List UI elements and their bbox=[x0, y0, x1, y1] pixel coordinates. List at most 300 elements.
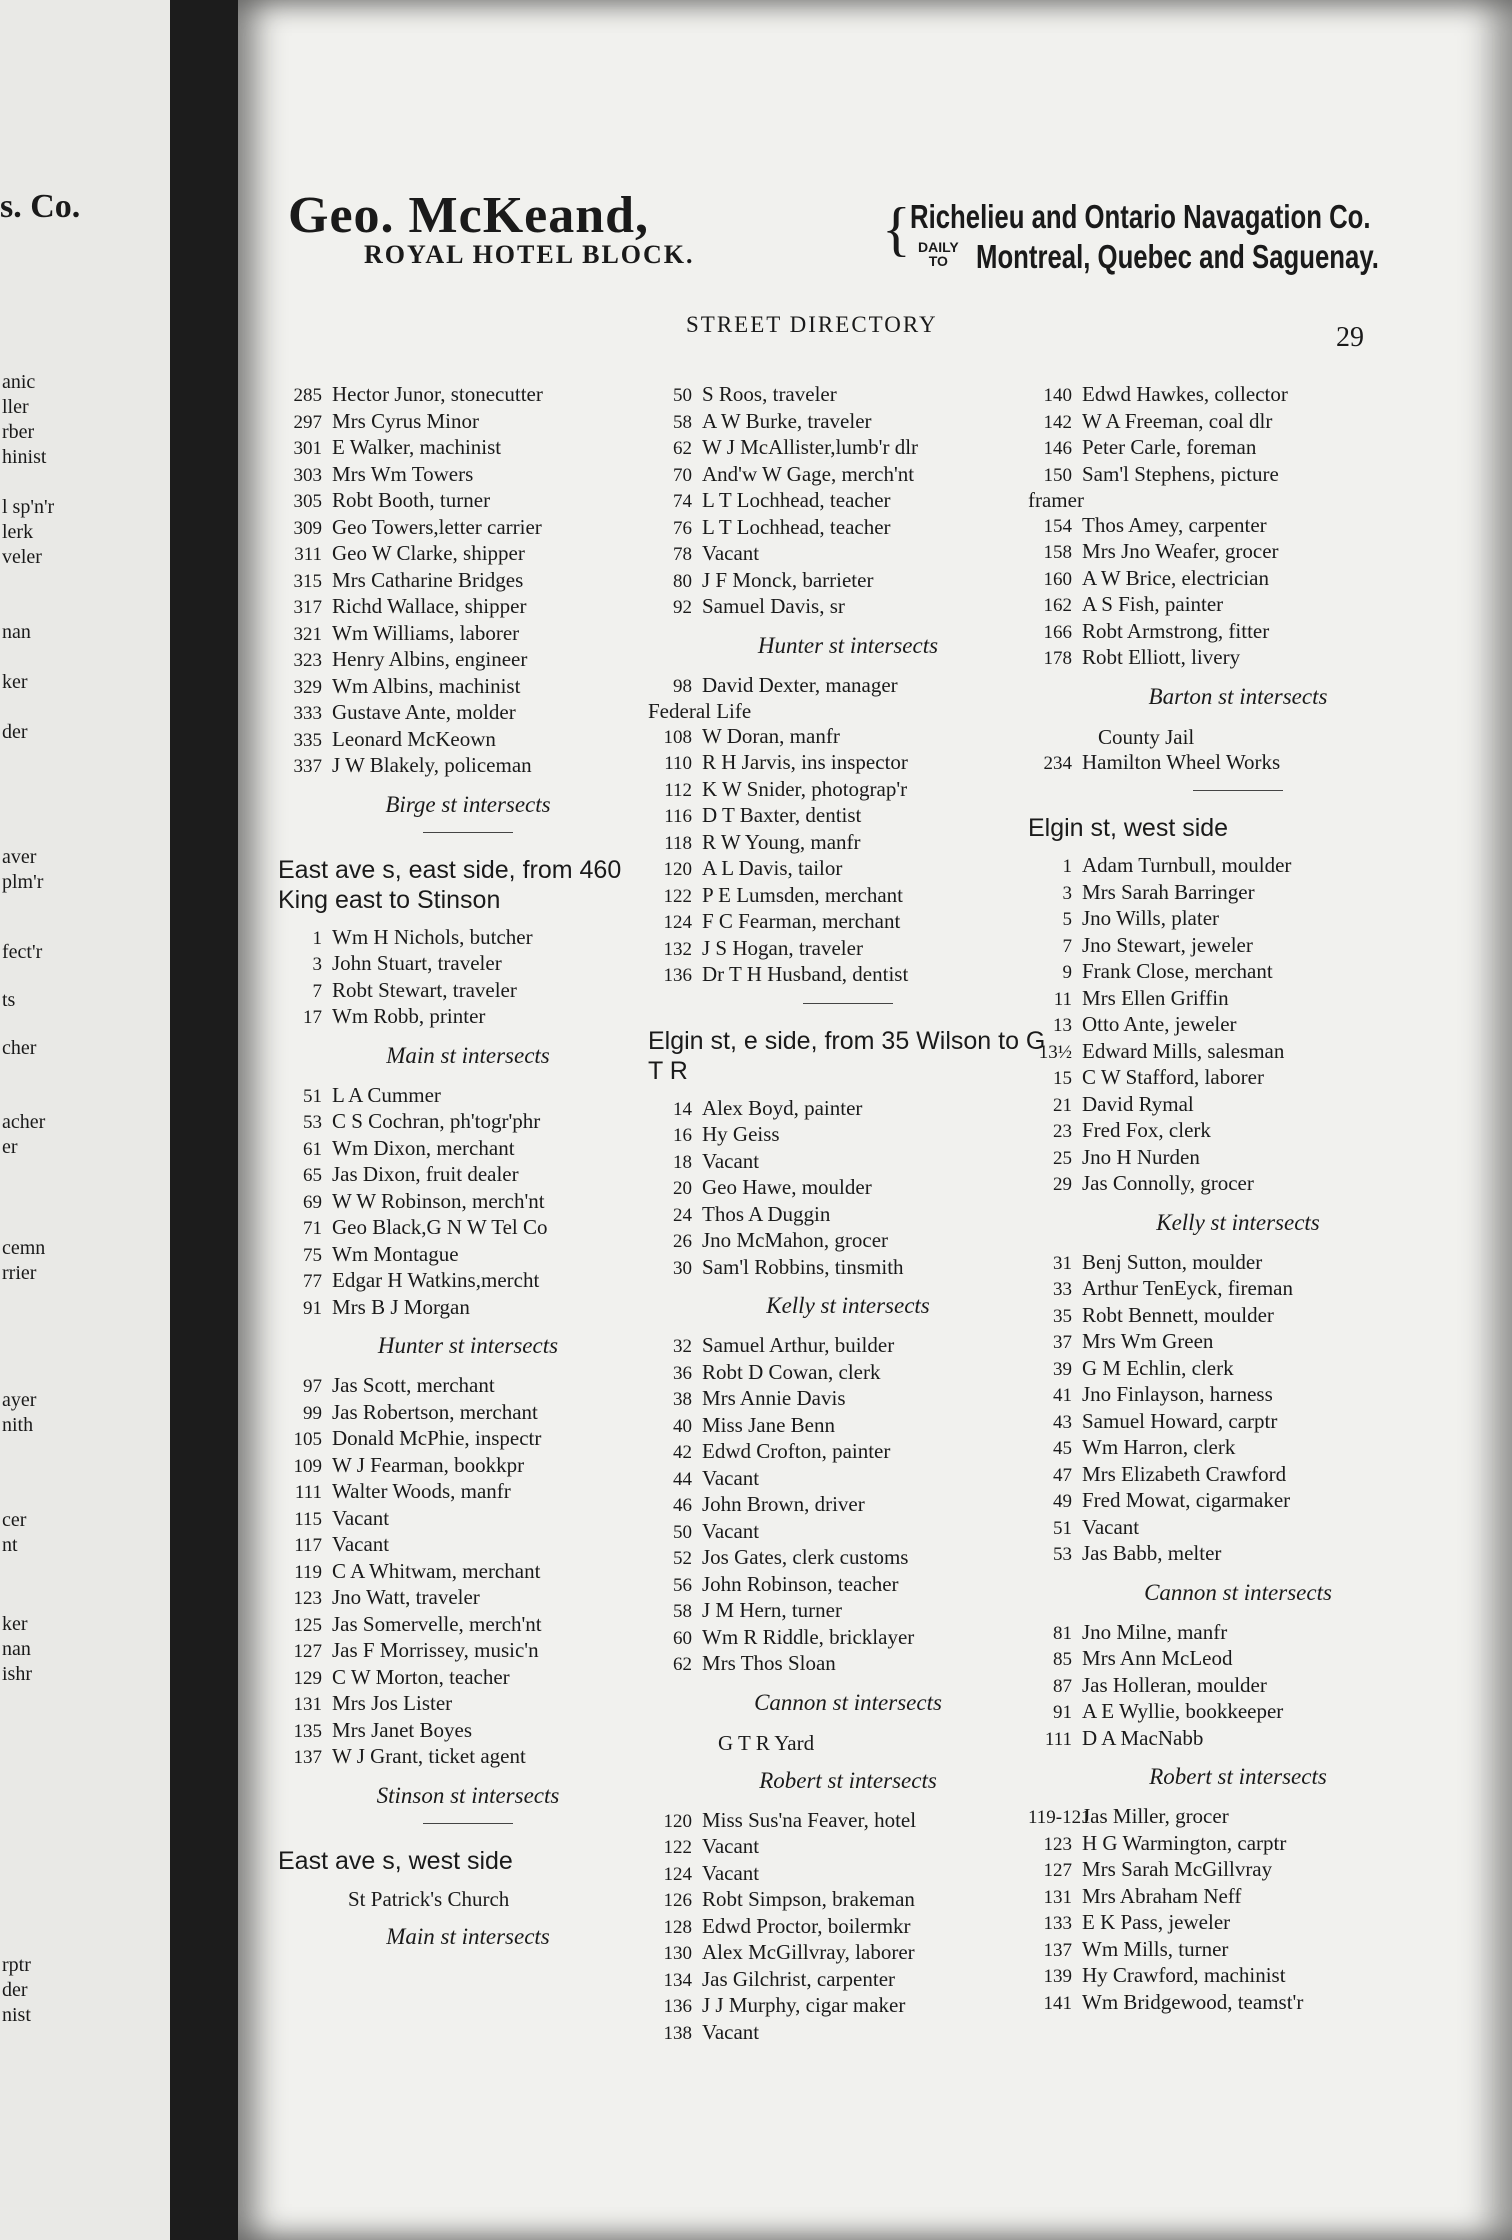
resident-name: W J Grant, ticket agent bbox=[332, 1744, 526, 1768]
house-number: 62 bbox=[673, 438, 692, 459]
directory-entry bbox=[278, 1691, 658, 1718]
house-number: 297 bbox=[293, 411, 322, 433]
house-number: 129 bbox=[293, 1667, 322, 1689]
resident-name: W J Fearman, bookkpr bbox=[332, 1452, 525, 1477]
house-number: 112 bbox=[664, 779, 692, 801]
directory-entry bbox=[278, 1136, 658, 1163]
resident-name: Alex Boyd, painter bbox=[702, 1095, 863, 1120]
resident-name: Alex McGillvray, laborer bbox=[702, 1940, 915, 1964]
resident-name: Fred Fox, clerk bbox=[1082, 1118, 1211, 1142]
resident-name: Hamilton Wheel Works bbox=[1082, 749, 1281, 774]
directory-entry bbox=[648, 777, 1048, 804]
house-number: 333 bbox=[293, 703, 322, 724]
resident-name: Mrs Janet Boyes bbox=[332, 1717, 472, 1742]
directory-entry bbox=[278, 1479, 658, 1506]
resident-name: Arthur TenEyck, fireman bbox=[1082, 1276, 1293, 1300]
resident-name: D T Baxter, dentist bbox=[702, 803, 862, 827]
directory-entry bbox=[278, 1189, 658, 1216]
house-number: 317 bbox=[293, 597, 322, 618]
cross-street-intersects: Hunter st intersects bbox=[377, 1333, 559, 1358]
resident-name: G M Echlin, clerk bbox=[1082, 1355, 1234, 1380]
house-number: 52 bbox=[673, 1548, 692, 1569]
directory-entry bbox=[1028, 1620, 1448, 1647]
resident-name: Vacant bbox=[702, 541, 760, 565]
house-number: 5 bbox=[1062, 909, 1072, 930]
resident-name: J F Monck, barrieter bbox=[702, 567, 874, 592]
directory-entry bbox=[648, 1413, 1048, 1440]
directory-entry bbox=[1028, 750, 1448, 777]
house-number: 49 bbox=[1053, 1491, 1072, 1512]
house-number: 137 bbox=[1043, 1939, 1072, 1961]
house-number: 91 bbox=[1053, 1702, 1072, 1723]
facing-page-fragment: lerk bbox=[2, 521, 34, 543]
house-number: 234 bbox=[1043, 752, 1072, 774]
directory-entry bbox=[1028, 382, 1448, 409]
directory-entry bbox=[1028, 853, 1448, 880]
resident-name: Leonard McKeown bbox=[332, 726, 496, 751]
directory-entry bbox=[648, 541, 1048, 568]
running-head: STREET DIRECTORY bbox=[686, 312, 938, 337]
route-destinations: Montreal, Quebec and Saguenay. bbox=[976, 238, 1379, 275]
directory-entry bbox=[278, 1083, 658, 1110]
house-number: 137 bbox=[293, 1747, 322, 1768]
resident-name: Samuel Davis, sr bbox=[702, 594, 845, 618]
directory-entry bbox=[648, 1940, 1048, 1967]
resident-name: Wm R Riddle, bricklayer bbox=[702, 1624, 915, 1649]
facing-page-heading: s. Co. bbox=[0, 188, 81, 225]
house-number: 99 bbox=[303, 1402, 322, 1424]
house-number: 335 bbox=[293, 729, 322, 751]
directory-entry bbox=[648, 409, 1048, 436]
cross-street-intersects: Main st intersects bbox=[386, 1923, 550, 1949]
facing-page-fragment-group bbox=[2, 1953, 31, 2028]
resident-name: Vacant bbox=[1082, 1514, 1140, 1539]
house-number: 53 bbox=[303, 1112, 322, 1133]
directory-entry bbox=[278, 727, 658, 754]
house-number: 115 bbox=[294, 1508, 322, 1530]
house-number: 301 bbox=[293, 438, 322, 459]
facing-page-fragment-group bbox=[2, 495, 54, 570]
resident-name: Mrs Cyrus Minor bbox=[332, 408, 480, 433]
resident-name: Wm Dixon, merchant bbox=[332, 1135, 515, 1160]
resident-name: D A MacNabb bbox=[1082, 1725, 1204, 1750]
directory-entry bbox=[278, 1744, 658, 1771]
directory-entry bbox=[648, 1202, 1048, 1229]
facing-page-fragment-group bbox=[2, 940, 42, 965]
resident-name: Geo W Clarke, shipper bbox=[332, 541, 525, 565]
house-number: 131 bbox=[1043, 1886, 1072, 1908]
directory-entry bbox=[648, 594, 1048, 621]
house-number: 141 bbox=[1043, 1992, 1072, 2014]
cross-street-intersects: Barton st intersects bbox=[1148, 683, 1328, 709]
resident-name: Wm Albins, machinist bbox=[332, 673, 521, 698]
resident-name: J M Hern, turner bbox=[702, 1598, 842, 1622]
directory-entry bbox=[278, 621, 658, 648]
directory-page bbox=[238, 0, 1512, 2240]
resident-name: L A Cummer bbox=[332, 1082, 441, 1107]
resident-name: David Rymal bbox=[1082, 1091, 1194, 1116]
house-number: 125 bbox=[293, 1614, 322, 1636]
section-rule bbox=[423, 1823, 513, 1824]
resident-name: Benj Sutton, moulder bbox=[1082, 1249, 1263, 1274]
resident-name: Robt D Cowan, clerk bbox=[702, 1359, 881, 1384]
house-number: 131 bbox=[293, 1694, 322, 1715]
directory-entry bbox=[278, 1532, 658, 1559]
directory-entry bbox=[648, 1096, 1048, 1123]
directory-entry bbox=[648, 1228, 1048, 1255]
directory-entry bbox=[648, 1255, 1048, 1282]
directory-entry bbox=[278, 541, 658, 568]
directory-entry bbox=[648, 515, 1048, 542]
house-number: 111 bbox=[294, 1482, 322, 1503]
advertisement-header bbox=[288, 180, 1488, 290]
directory-entry bbox=[278, 1638, 658, 1665]
house-number: 118 bbox=[664, 832, 692, 854]
facing-page-fragment-group bbox=[2, 670, 28, 695]
directory-entry bbox=[278, 1215, 658, 1242]
directory-entry bbox=[1028, 880, 1448, 907]
house-number: 321 bbox=[293, 623, 322, 645]
directory-entry bbox=[648, 936, 1048, 963]
directory-entry bbox=[648, 750, 1048, 777]
facing-page-fragment: rber bbox=[2, 421, 35, 443]
house-number: 140 bbox=[1043, 385, 1072, 406]
house-number: 74 bbox=[673, 491, 692, 512]
house-number: 7 bbox=[312, 980, 322, 1002]
house-number: 71 bbox=[303, 1218, 322, 1239]
directory-entry bbox=[1028, 592, 1448, 619]
house-number: 124 bbox=[663, 1863, 692, 1885]
directory-entry bbox=[648, 1887, 1048, 1914]
resident-name: Wm H Nichols, butcher bbox=[332, 924, 533, 949]
resident-name: Mrs Thos Sloan bbox=[702, 1651, 836, 1675]
house-number: 136 bbox=[663, 1996, 692, 2017]
directory-entry bbox=[648, 1834, 1048, 1861]
house-number: 3 bbox=[1062, 882, 1072, 904]
directory-entry bbox=[278, 382, 658, 409]
house-number: 23 bbox=[1053, 1121, 1072, 1142]
directory-entry bbox=[278, 1665, 658, 1692]
house-number: 60 bbox=[673, 1627, 692, 1649]
house-number: 46 bbox=[673, 1495, 692, 1516]
resident-name: Robt Stewart, traveler bbox=[332, 977, 517, 1002]
resident-name: Robt Booth, turner bbox=[332, 488, 491, 512]
cross-street-intersects: Cannon st intersects bbox=[1144, 1579, 1332, 1605]
resident-name: Jas Scott, merchant bbox=[332, 1373, 495, 1397]
house-number: 43 bbox=[1053, 1411, 1072, 1433]
house-number: 24 bbox=[673, 1204, 692, 1226]
page-number: 29 bbox=[1336, 322, 1364, 353]
facing-page-fragment-group bbox=[2, 845, 43, 895]
house-number: 135 bbox=[293, 1720, 322, 1742]
directory-entry bbox=[648, 1175, 1048, 1202]
house-number: 50 bbox=[673, 385, 692, 406]
resident-name: Vacant bbox=[702, 1518, 760, 1543]
directory-entry bbox=[1028, 1382, 1448, 1409]
resident-name: E K Pass, jeweler bbox=[1082, 1910, 1231, 1934]
house-number: 128 bbox=[663, 1916, 692, 1938]
resident-name: Edwd Proctor, boilermkr bbox=[702, 1913, 911, 1938]
resident-name: E Walker, machinist bbox=[332, 435, 502, 459]
directory-entry bbox=[648, 1651, 1048, 1678]
daily-label: DAILY bbox=[918, 239, 959, 255]
house-number: 124 bbox=[663, 912, 692, 933]
resident-name: Wm Harron, clerk bbox=[1082, 1435, 1236, 1459]
house-number: 305 bbox=[293, 491, 322, 512]
facing-page-fragment: nan bbox=[2, 621, 31, 643]
house-number: 150 bbox=[1043, 464, 1072, 486]
house-number: 85 bbox=[1053, 1649, 1072, 1670]
house-number: 116 bbox=[664, 806, 692, 827]
cross-street-intersects: Robert st intersects bbox=[1149, 1764, 1327, 1789]
resident-name: Donald McPhie, inspectr bbox=[332, 1426, 542, 1450]
directory-entry bbox=[1028, 906, 1448, 933]
section-rule bbox=[803, 1003, 893, 1004]
resident-name: Mrs Sarah Barringer bbox=[1082, 879, 1255, 904]
house-number: 31 bbox=[1053, 1252, 1072, 1274]
landmark-entry: County Jail bbox=[1098, 724, 1195, 749]
cross-street-intersects: Stinson st intersects bbox=[376, 1782, 560, 1808]
house-number: 80 bbox=[673, 570, 692, 592]
resident-name: Vacant bbox=[702, 2019, 760, 2044]
resident-name: Geo Towers,letter carrier bbox=[332, 514, 542, 539]
resident-name: Edgar H Watkins,mercht bbox=[332, 1268, 540, 1292]
resident-name: A W Brice, electrician bbox=[1082, 565, 1269, 590]
directory-entry bbox=[1028, 1804, 1448, 1831]
resident-name: Vacant bbox=[702, 1860, 760, 1885]
directory-entry bbox=[278, 594, 658, 621]
directory-entry bbox=[648, 962, 1048, 989]
directory-entry bbox=[1028, 1435, 1448, 1462]
advertiser-address: ROYAL HOTEL BLOCK. bbox=[364, 240, 695, 269]
directory-entry bbox=[278, 435, 658, 462]
resident-name: Thos A Duggin bbox=[702, 1201, 831, 1226]
directory-entry bbox=[648, 883, 1048, 910]
directory-entry bbox=[278, 1559, 658, 1586]
directory-entry bbox=[278, 647, 658, 674]
resident-name: H G Warmington, carptr bbox=[1082, 1830, 1287, 1855]
house-number: 138 bbox=[663, 2022, 692, 2044]
directory-entry bbox=[278, 488, 658, 515]
resident-name: Mrs Annie Davis bbox=[702, 1386, 846, 1410]
directory-entry bbox=[278, 1718, 658, 1745]
resident-name: Thos Amey, carpenter bbox=[1082, 512, 1267, 537]
resident-name: Vacant bbox=[332, 1532, 390, 1556]
house-number: 160 bbox=[1043, 568, 1072, 590]
resident-name: Otto Ante, jeweler bbox=[1082, 1012, 1237, 1036]
resident-name: Jas Holleran, moulder bbox=[1082, 1672, 1267, 1697]
house-number: 40 bbox=[673, 1415, 692, 1437]
resident-name: Wm Robb, printer bbox=[332, 1004, 486, 1028]
house-number: 111 bbox=[1044, 1728, 1072, 1750]
facing-page-fragment: ayer bbox=[2, 1389, 37, 1411]
house-number: 26 bbox=[673, 1231, 692, 1252]
facing-page-fragment: l sp'n'r bbox=[2, 496, 55, 518]
house-number: 13 bbox=[1053, 1015, 1072, 1036]
facing-page-fragment: ker bbox=[2, 671, 28, 693]
facing-page-fragment-group bbox=[2, 620, 31, 645]
facing-page-fragment-group bbox=[2, 1388, 36, 1438]
cross-street-intersects: Birge st intersects bbox=[385, 791, 551, 817]
directory-entry bbox=[648, 1598, 1048, 1625]
house-number: 20 bbox=[673, 1178, 692, 1199]
resident-name: Frank Close, merchant bbox=[1082, 959, 1273, 983]
directory-entry bbox=[278, 978, 658, 1005]
directory-entry bbox=[278, 951, 658, 978]
resident-name: A S Fish, painter bbox=[1082, 592, 1224, 616]
directory-entry bbox=[278, 700, 658, 727]
directory-entry bbox=[1028, 1726, 1448, 1753]
house-number: 47 bbox=[1053, 1464, 1072, 1486]
resident-name: Jas Somervelle, merch'nt bbox=[332, 1611, 542, 1636]
resident-name: Jno H Nurden bbox=[1082, 1144, 1200, 1169]
house-number: 44 bbox=[673, 1468, 692, 1490]
directory-entry bbox=[1028, 1937, 1448, 1964]
resident-name: C W Morton, teacher bbox=[332, 1664, 510, 1689]
house-number: 126 bbox=[663, 1890, 692, 1911]
directory-entry bbox=[1028, 933, 1448, 960]
street-section-heading: Elgin st, west side bbox=[1028, 814, 1229, 842]
house-number: 98 bbox=[673, 675, 692, 697]
resident-name: Henry Albins, engineer bbox=[332, 647, 528, 671]
house-number: 53 bbox=[1053, 1544, 1072, 1565]
directory-entry bbox=[1028, 1515, 1448, 1542]
resident-name: David Dexter, manager bbox=[702, 672, 898, 697]
facing-page-fragment: plm'r bbox=[2, 871, 44, 893]
house-number: 134 bbox=[663, 1969, 692, 1991]
resident-name: Walter Woods, manfr bbox=[332, 1479, 511, 1503]
facing-page-fragment-group bbox=[2, 370, 46, 470]
house-number: 3 bbox=[312, 954, 322, 975]
directory-entry bbox=[1028, 1673, 1448, 1700]
house-number: 78 bbox=[673, 544, 692, 565]
directory-entry bbox=[648, 1861, 1048, 1888]
entry-continuation: framer bbox=[1028, 488, 1084, 512]
resident-name: Mrs Ann McLeod bbox=[1082, 1646, 1233, 1670]
resident-name: Jno Wills, plater bbox=[1082, 906, 1220, 930]
resident-name: Vacant bbox=[702, 1834, 760, 1858]
resident-name: Geo Hawe, moulder bbox=[702, 1175, 872, 1199]
house-number: 158 bbox=[1043, 542, 1072, 563]
house-number: 119 bbox=[294, 1561, 322, 1583]
house-number: 303 bbox=[293, 464, 322, 486]
house-number: 30 bbox=[673, 1257, 692, 1279]
house-number: 136 bbox=[663, 965, 692, 986]
directory-entry bbox=[278, 1295, 658, 1322]
section-rule bbox=[423, 832, 513, 833]
directory-entry bbox=[648, 1808, 1048, 1835]
resident-name: F C Fearman, merchant bbox=[702, 909, 901, 933]
resident-name: W Doran, manfr bbox=[702, 723, 840, 748]
house-number: 9 bbox=[1062, 962, 1072, 983]
directory-entry bbox=[1028, 539, 1448, 566]
facing-page-fragment: acher bbox=[2, 1111, 46, 1133]
directory-entry bbox=[278, 1400, 658, 1427]
house-number: 32 bbox=[673, 1336, 692, 1357]
house-number: 91 bbox=[303, 1297, 322, 1319]
directory-column-1 bbox=[278, 382, 658, 1964]
facing-page-fragment: ker bbox=[2, 1613, 28, 1635]
directory-entry bbox=[1028, 645, 1448, 672]
resident-name: W A Freeman, coal dlr bbox=[1082, 408, 1273, 433]
directory-entry bbox=[1028, 959, 1448, 986]
directory-entry bbox=[648, 1466, 1048, 1493]
house-number: 70 bbox=[673, 464, 692, 486]
house-number: 37 bbox=[1053, 1332, 1072, 1353]
house-number: 69 bbox=[303, 1191, 322, 1213]
directory-entry bbox=[648, 435, 1048, 462]
resident-name: C W Stafford, laborer bbox=[1082, 1065, 1264, 1089]
directory-entry bbox=[648, 2020, 1048, 2047]
house-number: 65 bbox=[303, 1165, 322, 1186]
house-number: 110 bbox=[664, 753, 692, 774]
resident-name: Jno McMahon, grocer bbox=[702, 1228, 889, 1252]
resident-name: Jas Robertson, merchant bbox=[332, 1399, 538, 1424]
resident-name: Richd Wallace, shipper bbox=[332, 594, 527, 618]
resident-name: John Brown, driver bbox=[702, 1492, 865, 1516]
house-number: 1 bbox=[312, 927, 322, 949]
resident-name: A L Davis, tailor bbox=[702, 856, 843, 880]
cross-street-intersects: Kelly st intersects bbox=[766, 1293, 930, 1318]
directory-entry bbox=[648, 488, 1048, 515]
house-number: 75 bbox=[303, 1244, 322, 1266]
facing-page-fragment: aver bbox=[2, 846, 37, 868]
resident-name: Jno Milne, manfr bbox=[1082, 1619, 1228, 1644]
house-number: 18 bbox=[673, 1151, 692, 1173]
directory-entry bbox=[278, 1162, 658, 1189]
facing-page-fragment: ts bbox=[2, 989, 16, 1011]
resident-name: Hy Geiss bbox=[702, 1122, 780, 1146]
resident-name: J S Hogan, traveler bbox=[702, 935, 863, 960]
directory-entry bbox=[648, 673, 1048, 700]
facing-page-fragment: fect'r bbox=[2, 941, 43, 963]
house-number: 81 bbox=[1053, 1622, 1072, 1644]
house-number: 29 bbox=[1053, 1174, 1072, 1195]
house-number: 97 bbox=[303, 1376, 322, 1397]
resident-name: Miss Jane Benn bbox=[702, 1412, 835, 1437]
house-number: 35 bbox=[1053, 1305, 1072, 1327]
facing-page-fragment: ishr bbox=[2, 1663, 32, 1685]
house-number: 122 bbox=[663, 1837, 692, 1858]
directory-entry bbox=[278, 515, 658, 542]
facing-page-fragment: der bbox=[2, 721, 28, 743]
directory-entry bbox=[1028, 566, 1448, 593]
house-number: 51 bbox=[1053, 1517, 1072, 1539]
house-number: 62 bbox=[673, 1654, 692, 1675]
house-number: 1 bbox=[1062, 856, 1072, 877]
entry-continuation: Federal Life bbox=[648, 699, 752, 723]
resident-name: And'w W Gage, merch'nt bbox=[702, 461, 915, 486]
directory-entry bbox=[1028, 1065, 1448, 1092]
street-section-heading: East ave s, east side, from 460 King east to Stinson bbox=[278, 855, 622, 914]
resident-name: Samuel Arthur, builder bbox=[702, 1333, 895, 1357]
house-number: 139 bbox=[1043, 1966, 1072, 1987]
directory-entry bbox=[1028, 1171, 1448, 1198]
resident-name: Adam Turnbull, moulder bbox=[1082, 853, 1292, 877]
directory-entry bbox=[278, 1109, 658, 1136]
house-number: 38 bbox=[673, 1389, 692, 1410]
house-number: 323 bbox=[293, 650, 322, 671]
directory-entry bbox=[1028, 1646, 1448, 1673]
directory-entry bbox=[648, 1993, 1048, 2020]
cross-street-intersects: Main st intersects bbox=[386, 1042, 550, 1068]
street-section-heading: Elgin st, e side, from 35 Wilson to G T R bbox=[648, 1026, 1046, 1085]
resident-name: Mrs Sarah McGillvray bbox=[1082, 1857, 1273, 1881]
facing-page-fragment: cer bbox=[2, 1509, 27, 1531]
directory-entry bbox=[648, 1967, 1048, 1994]
resident-name: Wm Montague bbox=[332, 1241, 459, 1266]
house-number: 42 bbox=[673, 1442, 692, 1463]
